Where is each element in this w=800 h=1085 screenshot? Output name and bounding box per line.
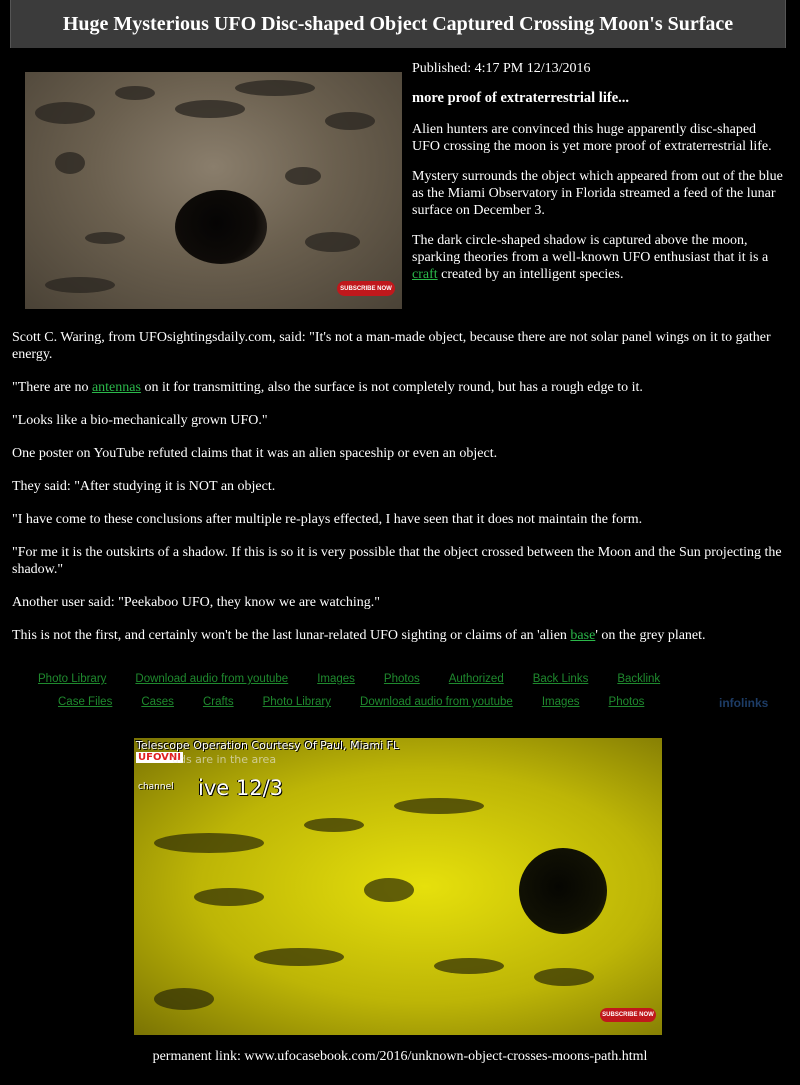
- text: This is not the first, and certainly won't be the last lunar-related UFO sighting or claims of an 'alien: [12, 628, 571, 643]
- crater: [364, 878, 414, 902]
- infolinks-logo[interactable]: infolinks: [719, 696, 769, 710]
- ad-row-1: [38, 673, 689, 685]
- ad-link[interactable]: Images: [541, 696, 580, 708]
- crater: [194, 888, 264, 906]
- paragraph: [12, 379, 784, 396]
- ad-link[interactable]: Images: [317, 673, 355, 685]
- permanent-link: permanent link: www.ufocasebook.com/2016/unknown-object-crosses-moons-path.html: [152, 1049, 648, 1064]
- video-credit: Telescope Operation Courtesy Of Paul, Miami FL: [136, 739, 400, 752]
- paragraph: [12, 627, 784, 644]
- ufovni-logo: UFOVNI: [138, 752, 182, 763]
- ufo-disc: [519, 848, 607, 934]
- paragraph: [412, 232, 784, 283]
- crater: [534, 968, 594, 986]
- antennas-link[interactable]: antennas: [91, 380, 141, 395]
- crater: [55, 152, 85, 174]
- crater: [285, 167, 321, 185]
- live-date: ive 12/3: [198, 776, 284, 800]
- crater: [35, 102, 95, 124]
- ad-link[interactable]: Photo Library: [262, 696, 332, 708]
- crater: [85, 232, 125, 244]
- paragraph: "Looks like a bio-mechanically grown UFO.": [12, 413, 268, 428]
- paragraph: Another user said: "Peekaboo UFO, they know we are watching.": [12, 595, 380, 610]
- text: created by an intelligent species.: [437, 267, 624, 282]
- crater: [394, 798, 484, 814]
- article-body: [12, 329, 784, 660]
- ad-link[interactable]: Download audio from youtube: [360, 696, 513, 708]
- crater: [325, 112, 375, 130]
- paragraph: One poster on YouTube refuted claims that it was an alien spaceship or even an object.: [12, 446, 498, 461]
- crater: [45, 277, 115, 293]
- subscribe-badge[interactable]: SUBSCRIBE NOW: [337, 281, 395, 296]
- crater: [154, 988, 214, 1010]
- ad-link[interactable]: Authorized: [448, 673, 504, 685]
- paragraph: Scott C. Waring, from UFOsightingsdaily.com, said: "It's not a man-made object, because there are not solar panel wings on it to gather energy.: [12, 330, 771, 362]
- subscribe-badge[interactable]: SUBSCRIBE NOW: [600, 1008, 656, 1022]
- ad-link[interactable]: Photos: [608, 696, 645, 708]
- text: ' on the grey planet.: [595, 628, 706, 643]
- crater: [254, 948, 344, 966]
- crater: [175, 100, 245, 118]
- paragraph: Mystery surrounds the object which appeared from out of the blue as the Miami Observatory in Florida streamed a feed of the lunar surface on December 3.: [412, 169, 783, 218]
- crater: [235, 80, 315, 96]
- base-link[interactable]: base: [570, 628, 596, 643]
- text: "There are no: [12, 380, 92, 395]
- paragraph: "For me it is the outskirts of a shadow. If this is so it is very possible that the object crossed between the Moon and the Sun projecting the shadow.": [12, 545, 782, 577]
- ad-link[interactable]: Photo Library: [38, 673, 107, 685]
- paragraph: They said: "After studying it is NOT an object.: [12, 479, 276, 494]
- crater: [434, 958, 504, 974]
- paragraph: Alien hunters are convinced this huge apparently disc-shaped UFO crossing the moon is yet more proof of extraterrestrial life.: [412, 122, 772, 154]
- title-bar: [10, 0, 786, 48]
- crater: [304, 818, 364, 832]
- ad-row-2: [58, 696, 673, 708]
- moon-photo: [25, 72, 402, 309]
- channel-label: channel: [138, 782, 174, 792]
- craft-link[interactable]: craft: [412, 267, 438, 282]
- article-intro: [412, 60, 784, 296]
- video-subtitle: uds are in the area: [172, 753, 277, 766]
- published-date: Published: 4:17 PM 12/13/2016: [412, 61, 591, 76]
- paragraph: "I have come to these conclusions after multiple re-plays effected, I have seen that it does not maintain the form.: [12, 512, 643, 527]
- video-still: [134, 738, 662, 1035]
- ad-link[interactable]: Download audio from youtube: [135, 673, 289, 685]
- ad-link[interactable]: Photos: [383, 673, 420, 685]
- page-title: Huge Mysterious UFO Disc-shaped Object Captured Crossing Moon's Surface: [62, 12, 734, 35]
- crater: [154, 833, 264, 853]
- crater: [115, 86, 155, 100]
- article-lead: more proof of extraterrestrial life...: [412, 90, 630, 106]
- text: on it for transmitting, also the surface is not completely round, but has a rough edge to it.: [140, 380, 643, 395]
- ad-link[interactable]: Crafts: [202, 696, 234, 708]
- ufo-disc: [175, 190, 267, 264]
- crater: [305, 232, 360, 252]
- ad-link[interactable]: Case Files: [58, 696, 113, 708]
- ad-link[interactable]: Backlink: [617, 673, 661, 685]
- ad-link[interactable]: Back Links: [532, 673, 589, 685]
- ad-link[interactable]: Cases: [141, 696, 174, 708]
- text: The dark circle-shaped shadow is captured above the moon, sparking theories from a well-known UFO enthusiast that it is a: [412, 233, 769, 265]
